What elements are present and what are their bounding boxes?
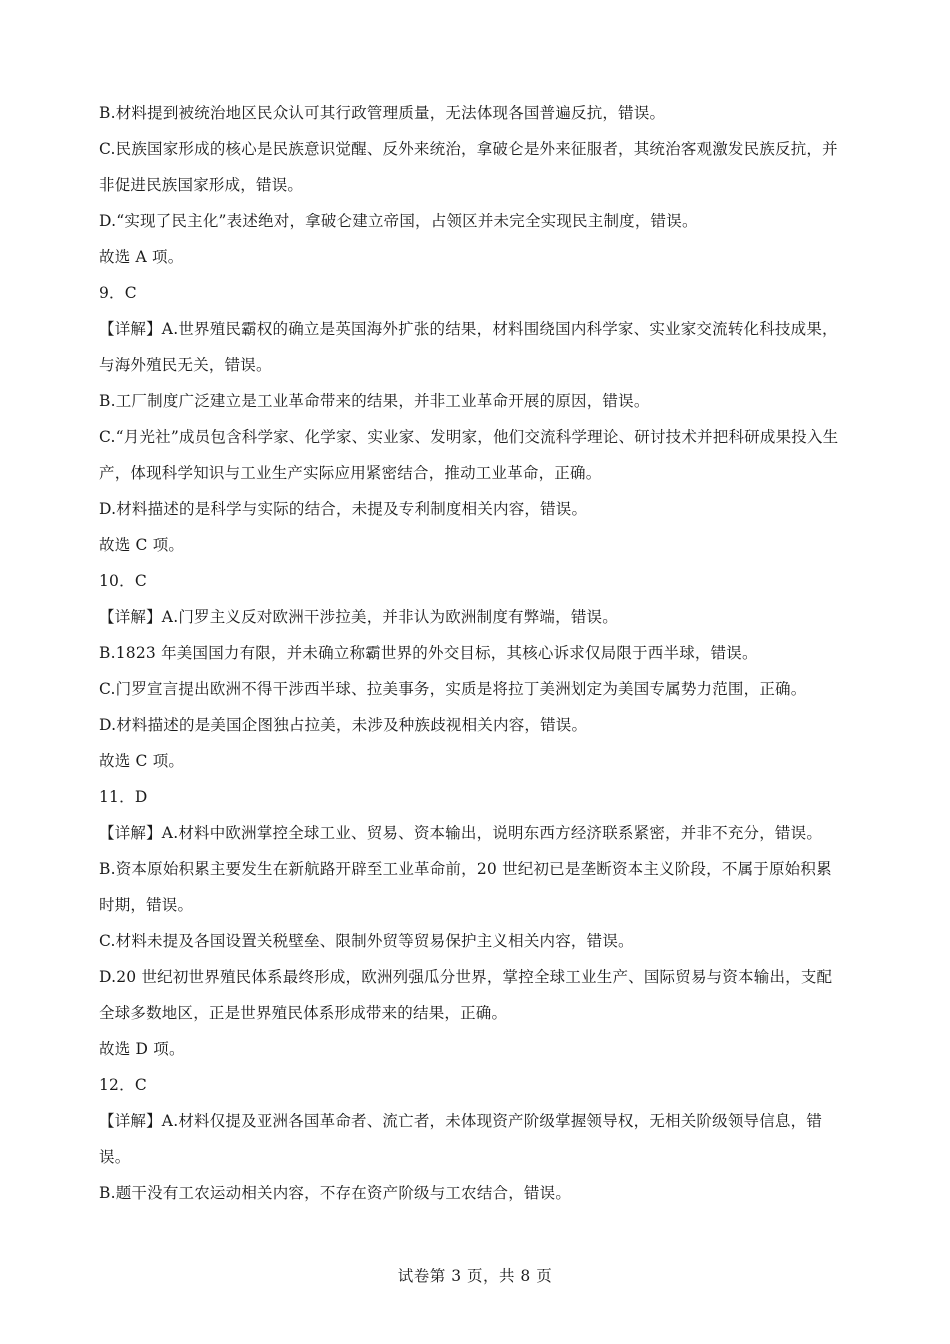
text-line: 误。 (99, 1148, 131, 1166)
text-line: 非促进民族国家形成，错误。 (99, 176, 304, 194)
text-line: C.门罗宣言提出欧洲不得干涉西半球、拉美事务，实质是将拉丁美洲划定为美国专属势力范围，正确。 (99, 680, 807, 698)
text-line: B.1823 年美国国力有限，并未确立称霸世界的外交目标，其核心诉求仅局限于西半球，错误。 (99, 644, 758, 662)
text-line: 全球多数地区，正是世界殖民体系形成带来的结果，正确。 (99, 1004, 508, 1022)
text-line: 产，体现科学知识与工业生产实际应用紧密结合，推动工业革命，正确。 (99, 464, 602, 482)
text-line: B.题干没有工农运动相关内容，不存在资产阶级与工农结合，错误。 (99, 1184, 572, 1202)
page-footer: 试卷第 3 页，共 8 页 (397, 1267, 553, 1285)
text-line: C.“月光社”成员包含科学家、化学家、实业家、发明家，他们交流科学理论、研讨技术并把科研成果投入生 (99, 428, 839, 446)
text-line: 【详解】A.门罗主义反对欧洲干涉拉美，并非认为欧洲制度有弊端，错误。 (99, 608, 618, 626)
text-line: 【详解】A.世界殖民霸权的确立是英国海外扩张的结果，材料围绕国内科学家、实业家交流转化科技成果， (99, 320, 838, 338)
text-line: B.材料提到被统治地区民众认可其行政管理质量，无法体现各国普遍反抗，错误。 (99, 104, 666, 122)
answer-explanations (99, 95, 859, 1211)
question-answer-heading: 12．C (99, 1076, 147, 1094)
text-line: 【详解】A.材料仅提及亚洲各国革命者、流亡者，未体现资产阶级掌握领导权，无相关阶级领导信息，错 (99, 1112, 823, 1130)
text-line: 故选 C 项。 (99, 752, 185, 770)
question-answer-heading: 9．C (99, 284, 137, 302)
question-answer-heading: 10．C (99, 572, 147, 590)
text-line: C.民族国家形成的核心是民族意识觉醒、反外来统治，拿破仑是外来征服者，其统治客观激发民族反抗，并 (99, 140, 838, 158)
text-line: D.“实现了民主化”表述绝对，拿破仑建立帝国，占领区并未完全实现民主制度，错误。 (99, 212, 698, 230)
question-answer-heading: 11．D (99, 788, 148, 806)
text-line: 故选 A 项。 (99, 248, 184, 266)
text-line: B.资本原始积累主要发生在新航路开辟至工业革命前，20 世纪初已是垄断资本主义阶段，不属于原始积累 (99, 860, 832, 878)
text-line: D.材料描述的是科学与实际的结合，未提及专利制度相关内容，错误。 (99, 500, 588, 518)
text-line: 与海外殖民无关，错误。 (99, 356, 272, 374)
text-line: 故选 D 项。 (99, 1040, 185, 1058)
text-line: D.材料描述的是美国企图独占拉美，未涉及种族歧视相关内容，错误。 (99, 716, 588, 734)
text-line: D.20 世纪初世界殖民体系最终形成，欧洲列强瓜分世界，掌控全球工业生产、国际贸易与资本输出，支配 (99, 968, 833, 986)
text-line: 时期，错误。 (99, 896, 194, 914)
text-line: B.工厂制度广泛建立是工业革命带来的结果，并非工业革命开展的原因，错误。 (99, 392, 650, 410)
text-line: 【详解】A.材料中欧洲掌控全球工业、贸易、资本输出，说明东西方经济联系紧密，并非不充分，错误。 (99, 824, 823, 842)
text-line: C.材料未提及各国设置关税壁垒、限制外贸等贸易保护主义相关内容，错误。 (99, 932, 634, 950)
text-line: 故选 C 项。 (99, 536, 185, 554)
